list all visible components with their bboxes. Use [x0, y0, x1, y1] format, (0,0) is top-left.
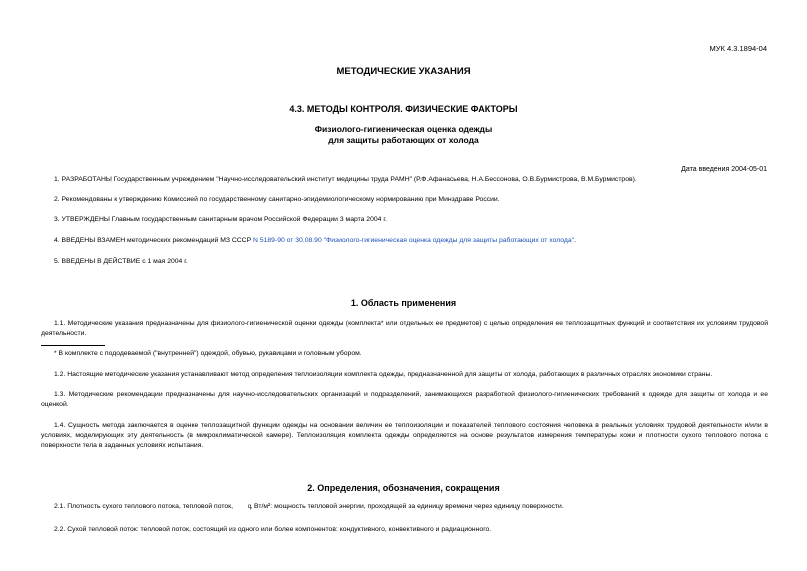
footnote-divider — [41, 345, 105, 346]
introduction-date: Дата введения 2004-05-01 — [681, 166, 767, 173]
section-title: 4.3. МЕТОДЫ КОНТРОЛЯ. ФИЗИЧЕСКИЕ ФАКТОРЫ — [289, 104, 518, 114]
intro-paragraph-1: 1. РАЗРАБОТАНЫ Государственным учреждением "Научно-исследовательский институт медицины труда РАМН" (Р.Ф.Афанасьева, Н.А.Бессонова, О.В.Бурмистрова, В.М.Бурмистров). — [54, 176, 637, 183]
document-code: МУК 4.3.1894-04 — [709, 44, 767, 53]
paragraph-1-3: 1.3. Методические рекомендации предназначены для научно-исследовательских организаций и подразделений, занимающихся разработкой физиолого-гигиенических требований к одежде для защиты от холода и ее оценкой. — [41, 391, 768, 408]
paragraph-2-1-prefix: 2.1. Плотность сухого теплового потока, тепловой поток, — [54, 503, 235, 510]
intro-paragraph-4-prefix: 4. ВВЕДЕНЫ ВЗАМЕН методических рекомендаций МЗ СССР — [54, 237, 254, 244]
footnote: * В комплекте с пододеваемой ("внутренней") одеждой, обувью, рукавицами и головным убором. — [54, 350, 362, 357]
paragraph-2-2: 2.2. Сухой тепловой поток: тепловой поток, состоящий из одного или более компонентов: кондуктивного, конвективного и радиационного. — [54, 526, 492, 533]
paragraph-2-1 — [41, 502, 768, 512]
section-1-heading: 1. Область применения — [350, 298, 457, 308]
heat-flux-formula: q — [247, 504, 251, 510]
replaced-document-link[interactable]: N 5189-90 от 30.08.90 "Физиолого-гигиеническая оценка одежды для защиты работающих от холода" — [253, 237, 575, 244]
subtitle-line-2: для защиты работающих от холода — [328, 135, 479, 145]
paragraph-1-2: 1.2. Настоящие методические указания устанавливают метод определения теплоизоляции комплекта одежды, предназначенной для защиты от холода, работающих в различных отраслях экономики страны. — [54, 371, 713, 378]
intro-paragraph-5: 5. ВВЕДЕНЫ В ДЕЙСТВИЕ с 1 мая 2004 г. — [54, 258, 188, 265]
subtitle-line-1: Физиолого-гигиеническая оценка одежды — [314, 124, 493, 134]
document-title: МЕТОДИЧЕСКИЕ УКАЗАНИЯ — [336, 66, 471, 77]
document-subtitle — [0, 124, 807, 146]
intro-paragraph-4 — [41, 236, 768, 246]
paragraph-1-4: 1.4. Сущность метода заключается в оценке теплозащитной функции одежды на основании величин ее теплоизоляции и показателей теплового состояния человека в реальных условиях трудовой деятельности и/или в условиях, моделирующих эту деятельность (в микроклиматической камере). Теплоизоляция комплекта одежды определяется на основе результатов измерения температуры кожи и плотности сухого теплового потока с поверхности тела в заданных условиях испытания. — [41, 422, 768, 449]
paragraph-1-1: 1.1. Методические указания предназначены для физиолого-гигиенической оценки одежды (комплекта* или отдельных ее предметов) с целью определения ее теплозащитных функций и соответствия их условиям трудовой деятельности. — [41, 320, 768, 337]
intro-paragraph-4-suffix: . — [574, 237, 576, 244]
paragraph-2-1-suffix: , Вт/м²: мощность тепловой энергии, проходящей за единицу времени через единицу поверхности. — [250, 503, 564, 510]
intro-paragraph-2: 2. Рекомендованы к утверждению Комиссией по государственному санитарно-эпидемиологическому нормированию при Минздраве России. — [54, 196, 500, 203]
section-2-heading: 2. Определения, обозначения, сокращения — [307, 483, 500, 493]
intro-paragraph-3: 3. УТВЕРЖДЕНЫ Главным государственным санитарным врачом Российской Федерации 3 марта 2004 г. — [54, 216, 387, 223]
